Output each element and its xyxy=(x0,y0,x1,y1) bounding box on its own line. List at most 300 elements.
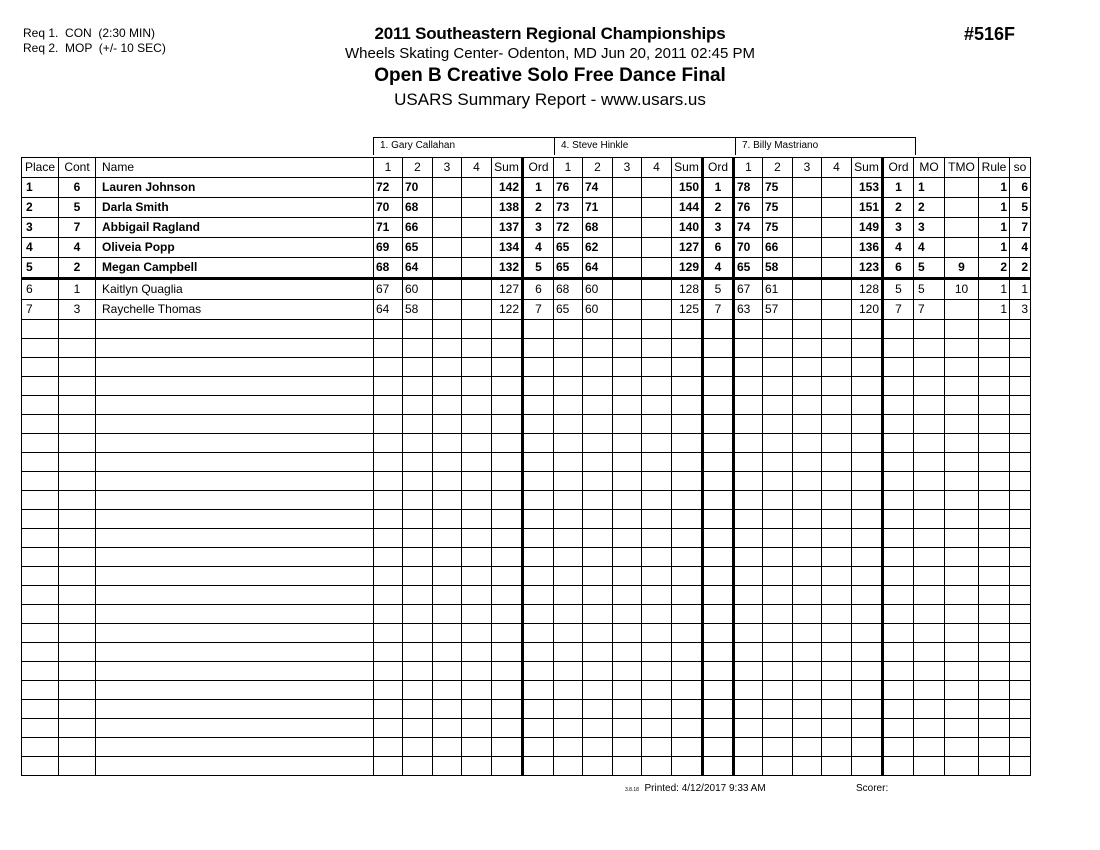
col-j3-sum: Sum xyxy=(852,158,883,178)
tmo-cell xyxy=(945,738,979,757)
j2-score-cell xyxy=(583,757,613,776)
j1-sum-cell: 142 xyxy=(492,178,523,198)
j3-score-cell xyxy=(734,472,763,491)
mo-cell xyxy=(914,396,945,415)
so-cell xyxy=(1010,415,1031,434)
col-name: Name xyxy=(96,158,374,178)
j3-ord-cell xyxy=(883,548,914,567)
mo-cell: 5 xyxy=(914,258,945,279)
j3-sum-cell: 128 xyxy=(852,279,883,300)
tmo-cell xyxy=(945,719,979,738)
j3-score-cell xyxy=(793,453,822,472)
contestant-number-cell xyxy=(59,681,96,700)
j3-sum-cell xyxy=(852,339,883,358)
j1-score-cell xyxy=(403,681,433,700)
j2-score-cell xyxy=(642,339,672,358)
j1-ord-cell xyxy=(523,377,554,396)
j2-score-cell xyxy=(613,624,642,643)
so-cell xyxy=(1010,510,1031,529)
col-j1-ord: Ord xyxy=(523,158,554,178)
j2-score-cell: 74 xyxy=(583,178,613,198)
so-cell: 7 xyxy=(1010,218,1031,238)
j2-sum-cell xyxy=(672,757,703,776)
j1-score-cell xyxy=(462,300,492,320)
j2-score-cell xyxy=(613,339,642,358)
so-cell xyxy=(1010,472,1031,491)
j1-score-cell xyxy=(433,662,462,681)
j1-sum-cell xyxy=(492,453,523,472)
j2-score-cell xyxy=(554,605,583,624)
j2-score-cell xyxy=(613,605,642,624)
j2-score-cell xyxy=(613,510,642,529)
j1-sum-cell xyxy=(492,510,523,529)
j1-score-cell xyxy=(403,567,433,586)
j1-score-cell xyxy=(403,643,433,662)
empty-row xyxy=(22,567,1031,586)
mo-cell: 2 xyxy=(914,198,945,218)
j2-score-cell xyxy=(583,472,613,491)
j3-sum-cell xyxy=(852,472,883,491)
j1-score-cell xyxy=(403,339,433,358)
j1-ord-cell xyxy=(523,548,554,567)
tmo-cell xyxy=(945,567,979,586)
j1-score-cell xyxy=(374,719,403,738)
j1-score-cell xyxy=(462,586,492,605)
mo-cell xyxy=(914,434,945,453)
j3-sum-cell xyxy=(852,396,883,415)
so-cell xyxy=(1010,358,1031,377)
mo-cell xyxy=(914,339,945,358)
j1-sum-cell xyxy=(492,738,523,757)
j1-score-cell xyxy=(433,198,462,218)
j1-score-cell xyxy=(462,491,492,510)
j2-score-cell xyxy=(642,757,672,776)
j2-score-cell xyxy=(583,491,613,510)
j2-ord-cell: 3 xyxy=(703,218,734,238)
j2-score-cell xyxy=(583,624,613,643)
skater-name-cell xyxy=(96,605,374,624)
j3-sum-cell xyxy=(852,434,883,453)
j1-score-cell xyxy=(374,681,403,700)
j3-score-cell xyxy=(793,624,822,643)
j3-score-cell xyxy=(822,300,852,320)
j3-score-cell xyxy=(734,757,763,776)
tmo-cell xyxy=(945,510,979,529)
rule-cell: 2 xyxy=(979,258,1010,279)
j2-score-cell xyxy=(613,258,642,279)
j3-sum-cell xyxy=(852,320,883,339)
empty-row xyxy=(22,358,1031,377)
j3-score-cell xyxy=(734,624,763,643)
skater-name-cell xyxy=(96,586,374,605)
j2-score-cell xyxy=(613,738,642,757)
col-j2-ord: Ord xyxy=(703,158,734,178)
rule-cell xyxy=(979,510,1010,529)
j3-score-cell xyxy=(822,662,852,681)
j1-ord-cell xyxy=(523,529,554,548)
contestant-number-cell xyxy=(59,719,96,738)
j1-score-cell: 67 xyxy=(374,279,403,300)
contestant-number-cell xyxy=(59,510,96,529)
j1-score-cell xyxy=(433,300,462,320)
j3-ord-cell: 3 xyxy=(883,218,914,238)
rule-cell xyxy=(979,339,1010,358)
j1-ord-cell: 5 xyxy=(523,258,554,279)
rule-cell xyxy=(979,491,1010,510)
j2-score-cell xyxy=(554,624,583,643)
j3-score-cell xyxy=(763,510,793,529)
j3-score-cell xyxy=(763,605,793,624)
j3-score-cell xyxy=(763,358,793,377)
j2-score-cell xyxy=(583,567,613,586)
j3-score-cell xyxy=(822,567,852,586)
j1-score-cell xyxy=(403,700,433,719)
empty-row xyxy=(22,434,1031,453)
j1-sum-cell xyxy=(492,339,523,358)
j1-score-cell: 66 xyxy=(403,218,433,238)
j2-score-cell xyxy=(642,258,672,279)
j1-ord-cell xyxy=(523,700,554,719)
place-cell xyxy=(22,567,59,586)
j3-sum-cell: 153 xyxy=(852,178,883,198)
j3-sum-cell: 123 xyxy=(852,258,883,279)
j2-score-cell xyxy=(554,510,583,529)
so-cell xyxy=(1010,453,1031,472)
j2-sum-cell xyxy=(672,396,703,415)
place-cell xyxy=(22,320,59,339)
j1-ord-cell xyxy=(523,757,554,776)
empty-row xyxy=(22,586,1031,605)
j3-score-cell xyxy=(734,605,763,624)
j1-score-cell xyxy=(374,548,403,567)
j3-score-cell xyxy=(793,218,822,238)
place-cell: 1 xyxy=(22,178,59,198)
j3-score-cell xyxy=(822,719,852,738)
j1-score-cell xyxy=(374,472,403,491)
contestant-number-cell xyxy=(59,358,96,377)
j2-score-cell xyxy=(554,643,583,662)
j1-score-cell xyxy=(433,453,462,472)
tmo-cell xyxy=(945,700,979,719)
j2-score-cell xyxy=(642,396,672,415)
j3-sum-cell xyxy=(852,567,883,586)
place-cell: 2 xyxy=(22,198,59,218)
j3-score-cell xyxy=(734,377,763,396)
j3-score-cell xyxy=(793,643,822,662)
j1-score-cell xyxy=(403,738,433,757)
j2-score-cell xyxy=(642,548,672,567)
j1-score-cell xyxy=(374,738,403,757)
j1-score-cell xyxy=(433,586,462,605)
j1-ord-cell xyxy=(523,738,554,757)
j1-score-cell xyxy=(462,320,492,339)
contestant-number-cell xyxy=(59,320,96,339)
empty-row xyxy=(22,700,1031,719)
rule-cell xyxy=(979,700,1010,719)
j3-ord-cell xyxy=(883,586,914,605)
rule-cell xyxy=(979,396,1010,415)
j1-score-cell xyxy=(462,472,492,491)
j1-score-cell xyxy=(374,434,403,453)
j3-ord-cell xyxy=(883,681,914,700)
j2-sum-cell xyxy=(672,415,703,434)
j3-score-cell xyxy=(763,472,793,491)
contestant-number-cell xyxy=(59,491,96,510)
j3-score-cell xyxy=(763,624,793,643)
j1-sum-cell xyxy=(492,719,523,738)
j1-score-cell xyxy=(403,586,433,605)
empty-row xyxy=(22,681,1031,700)
j1-score-cell xyxy=(462,719,492,738)
j1-ord-cell xyxy=(523,567,554,586)
j2-sum-cell xyxy=(672,434,703,453)
j1-score-cell xyxy=(462,178,492,198)
j1-score-cell xyxy=(433,605,462,624)
j3-ord-cell: 5 xyxy=(883,279,914,300)
j1-score-cell xyxy=(374,415,403,434)
j2-sum-cell xyxy=(672,719,703,738)
j3-sum-cell xyxy=(852,681,883,700)
j3-sum-cell xyxy=(852,605,883,624)
j2-score-cell xyxy=(613,396,642,415)
rule-cell xyxy=(979,681,1010,700)
j2-score-cell xyxy=(613,434,642,453)
place-cell xyxy=(22,719,59,738)
j2-score-cell xyxy=(642,377,672,396)
tmo-cell xyxy=(945,178,979,198)
j2-score-cell xyxy=(583,738,613,757)
j1-ord-cell: 3 xyxy=(523,218,554,238)
j3-score-cell xyxy=(822,700,852,719)
j2-sum-cell xyxy=(672,320,703,339)
place-cell xyxy=(22,643,59,662)
j3-score-cell xyxy=(793,258,822,279)
j3-ord-cell xyxy=(883,510,914,529)
rule-cell xyxy=(979,624,1010,643)
j3-score-cell xyxy=(822,605,852,624)
j3-score-cell: 75 xyxy=(763,178,793,198)
j2-score-cell xyxy=(642,434,672,453)
rule-cell xyxy=(979,453,1010,472)
j3-score-cell xyxy=(734,700,763,719)
contestant-number-cell xyxy=(59,567,96,586)
j2-score-cell xyxy=(613,529,642,548)
j3-score-cell: 75 xyxy=(763,198,793,218)
j2-score-cell xyxy=(554,434,583,453)
j1-sum-cell xyxy=(492,472,523,491)
j1-ord-cell xyxy=(523,339,554,358)
j2-score-cell xyxy=(554,491,583,510)
j1-score-cell xyxy=(403,491,433,510)
j2-score-cell xyxy=(613,218,642,238)
j3-score-cell xyxy=(734,662,763,681)
j3-score-cell xyxy=(763,700,793,719)
j2-score-cell xyxy=(583,605,613,624)
j2-score-cell xyxy=(613,198,642,218)
j1-score-cell xyxy=(403,472,433,491)
tmo-cell xyxy=(945,662,979,681)
j2-score-cell xyxy=(583,643,613,662)
j1-score-cell xyxy=(433,258,462,279)
place-cell xyxy=(22,434,59,453)
j2-score-cell xyxy=(613,279,642,300)
j3-ord-cell xyxy=(883,396,914,415)
table-row xyxy=(22,218,1031,238)
rule-cell xyxy=(979,643,1010,662)
j2-ord-cell: 6 xyxy=(703,238,734,258)
j3-score-cell xyxy=(822,415,852,434)
j3-score-cell xyxy=(822,586,852,605)
skater-name-cell xyxy=(96,662,374,681)
j1-score-cell xyxy=(433,738,462,757)
j1-score-cell xyxy=(462,529,492,548)
j1-score-cell xyxy=(462,700,492,719)
empty-row xyxy=(22,757,1031,776)
col-j1-score1: 1 xyxy=(374,158,403,178)
j3-score-cell: 61 xyxy=(763,279,793,300)
j1-sum-cell xyxy=(492,529,523,548)
j3-ord-cell xyxy=(883,738,914,757)
j1-ord-cell xyxy=(523,320,554,339)
j3-score-cell xyxy=(822,396,852,415)
j1-score-cell xyxy=(462,681,492,700)
j3-sum-cell xyxy=(852,738,883,757)
j2-sum-cell xyxy=(672,472,703,491)
j3-score-cell xyxy=(763,320,793,339)
j3-score-cell xyxy=(822,218,852,238)
j1-ord-cell xyxy=(523,491,554,510)
j3-ord-cell: 6 xyxy=(883,258,914,279)
contestant-number-cell xyxy=(59,738,96,757)
j1-ord-cell xyxy=(523,586,554,605)
j2-score-cell xyxy=(642,178,672,198)
col-j3-score4: 4 xyxy=(822,158,852,178)
table-row xyxy=(22,178,1031,198)
j1-score-cell xyxy=(462,415,492,434)
j1-score-cell xyxy=(433,415,462,434)
j3-score-cell: 65 xyxy=(734,258,763,279)
j1-score-cell xyxy=(403,377,433,396)
j3-ord-cell xyxy=(883,377,914,396)
skater-name-cell: Kaitlyn Quaglia xyxy=(96,279,374,300)
skater-name-cell: Megan Campbell xyxy=(96,258,374,279)
j1-score-cell xyxy=(403,396,433,415)
j1-ord-cell xyxy=(523,472,554,491)
j3-score-cell xyxy=(793,377,822,396)
j3-score-cell xyxy=(822,643,852,662)
j3-score-cell xyxy=(763,586,793,605)
j3-score-cell: 76 xyxy=(734,198,763,218)
rule-cell xyxy=(979,358,1010,377)
j3-score-cell xyxy=(793,415,822,434)
j3-ord-cell: 1 xyxy=(883,178,914,198)
j3-score-cell xyxy=(822,320,852,339)
j2-score-cell xyxy=(613,567,642,586)
place-cell xyxy=(22,738,59,757)
j3-score-cell xyxy=(822,258,852,279)
j2-sum-cell xyxy=(672,510,703,529)
col-j2-sum: Sum xyxy=(672,158,703,178)
j2-sum-cell: 150 xyxy=(672,178,703,198)
so-cell xyxy=(1010,700,1031,719)
j2-score-cell xyxy=(583,719,613,738)
j3-sum-cell xyxy=(852,358,883,377)
j2-score-cell xyxy=(642,320,672,339)
j2-score-cell xyxy=(554,586,583,605)
col-j1-score3: 3 xyxy=(433,158,462,178)
contestant-number-cell: 6 xyxy=(59,178,96,198)
j2-score-cell xyxy=(554,700,583,719)
j3-score-cell xyxy=(734,453,763,472)
judge-3-name: 7. Billy Mastriano xyxy=(735,137,916,155)
tmo-cell xyxy=(945,415,979,434)
scorer-label: Scorer: xyxy=(856,783,889,794)
j1-score-cell xyxy=(433,643,462,662)
contestant-number-cell xyxy=(59,757,96,776)
col-rule: Rule xyxy=(979,158,1010,178)
mo-cell xyxy=(914,377,945,396)
j1-score-cell xyxy=(403,529,433,548)
skater-name-cell xyxy=(96,510,374,529)
j2-ord-cell xyxy=(703,548,734,567)
col-so: so xyxy=(1010,158,1031,178)
j3-sum-cell xyxy=(852,453,883,472)
j3-score-cell xyxy=(763,434,793,453)
j1-score-cell: 64 xyxy=(403,258,433,279)
mo-cell xyxy=(914,662,945,681)
j3-score-cell xyxy=(822,681,852,700)
j3-score-cell xyxy=(793,396,822,415)
j3-score-cell xyxy=(734,643,763,662)
j1-sum-cell: 127 xyxy=(492,279,523,300)
j3-score-cell xyxy=(734,567,763,586)
j1-ord-cell: 2 xyxy=(523,198,554,218)
contestant-number-cell xyxy=(59,586,96,605)
skater-name-cell xyxy=(96,320,374,339)
j1-score-cell xyxy=(403,719,433,738)
j2-score-cell xyxy=(642,472,672,491)
j3-score-cell: 75 xyxy=(763,218,793,238)
j2-score-cell xyxy=(642,605,672,624)
mo-cell xyxy=(914,700,945,719)
so-cell xyxy=(1010,320,1031,339)
j3-sum-cell xyxy=(852,548,883,567)
rule-cell: 1 xyxy=(979,218,1010,238)
j3-score-cell xyxy=(793,529,822,548)
empty-row xyxy=(22,662,1031,681)
requirement-1: Req 1. CON (2:30 MIN) xyxy=(23,26,156,40)
col-j1-score4: 4 xyxy=(462,158,492,178)
j1-score-cell xyxy=(433,548,462,567)
j3-score-cell xyxy=(822,510,852,529)
skater-name-cell xyxy=(96,548,374,567)
contestant-number-cell xyxy=(59,548,96,567)
skater-name-cell: Raychelle Thomas xyxy=(96,300,374,320)
mo-cell xyxy=(914,548,945,567)
tmo-cell xyxy=(945,605,979,624)
j3-score-cell: 70 xyxy=(734,238,763,258)
j2-score-cell xyxy=(642,662,672,681)
j1-score-cell xyxy=(462,605,492,624)
j3-score-cell xyxy=(793,719,822,738)
tmo-cell xyxy=(945,472,979,491)
j2-ord-cell: 5 xyxy=(703,279,734,300)
col-j2-score4: 4 xyxy=(642,158,672,178)
mo-cell xyxy=(914,605,945,624)
j2-score-cell xyxy=(583,453,613,472)
j1-ord-cell: 7 xyxy=(523,300,554,320)
j1-score-cell: 68 xyxy=(403,198,433,218)
